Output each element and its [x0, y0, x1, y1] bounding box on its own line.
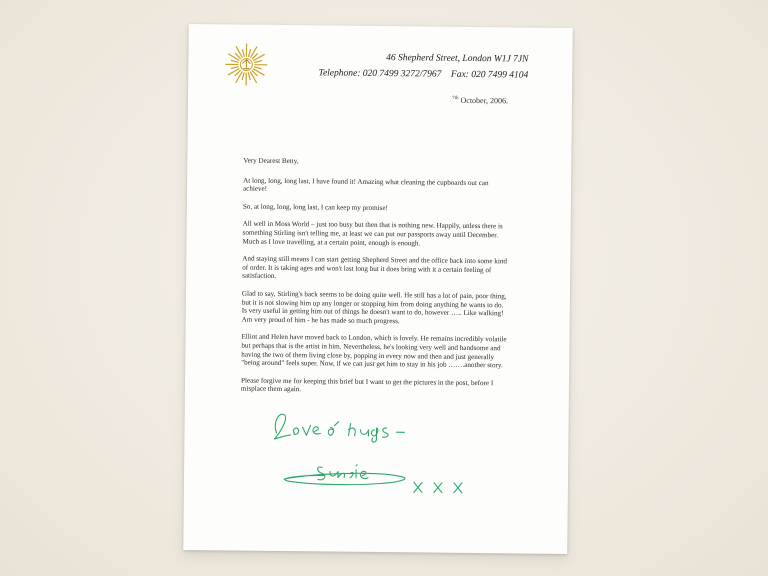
logo-ray [242, 49, 244, 57]
date-rest: October, 2006. [458, 95, 509, 106]
paragraph: Elliot and Helen have moved back to London, which is lovely. He remains incredibly volatile but perhaps that is the artist in him. Nevertheless, he's looking very well and handsome and having the two of them living close by, popping in every now and then and just generally "being around" feels super. Now, if we can just get him to stay in his job …….another story. [241, 332, 507, 370]
logo-ray [254, 61, 262, 63]
paragraph: Glad to say, Stirling's back seems to be doing quite well. He still has a lot of pain, poor thing, but it is not slowing him up any longer or stopping him from doing anything he wants to do. Is very useful in getting him out of things he doesn't want to do, however ….. Like walking! Am very proud of him - he has made so much progress. [241, 289, 507, 325]
logo-ray [231, 67, 239, 69]
letter-date [452, 96, 508, 106]
logo-ray [250, 72, 257, 83]
handwritten-signature [264, 405, 485, 499]
logo-ray [236, 71, 243, 82]
logo-ray [228, 68, 239, 75]
paragraph: And staying still means I can start getting Shepherd Street and the office back into some kind of order. It is taking ages and won't last long but it does bring with it a certain feeling of satisfaction. [242, 254, 507, 281]
letterhead-telephone: Telephone: 020 7499 3272/7967 [318, 68, 442, 80]
logo-ray [253, 69, 264, 76]
letterhead-contacts [288, 65, 528, 84]
letterhead-address: 46 Shepherd Street, London W1J 7JN [386, 53, 529, 65]
paragraph: So, at long, long, long last, I can keep my promise! [242, 202, 388, 212]
logo-ray [254, 67, 262, 69]
paragraph: All well in Moss World – just too busy but then that is nothing new. Happily, unless there is something Stirling isn't telling me, at least we can put our passports away until December. Much as I love travelling, at a certain point, enough is enough. [242, 219, 503, 248]
salutation: Very Dearest Betty, [243, 156, 299, 166]
logo-ray [253, 54, 264, 61]
letter-body [241, 157, 510, 406]
logo-ray [250, 46, 257, 57]
logo-ray [242, 72, 244, 80]
letter-page [183, 24, 572, 554]
logo-ray [228, 54, 239, 61]
logo-ray [248, 49, 250, 57]
paragraph: At long, long, long last, I have found it! Amazing what cleaning the cupboards out can achieve! [243, 176, 489, 194]
logo-ray [236, 46, 243, 57]
date-day: 7th [452, 96, 459, 102]
logo-ray [248, 72, 250, 80]
sunburst-logo-icon [224, 42, 268, 86]
letterhead [288, 49, 528, 84]
logo-ray [231, 60, 239, 62]
letterhead-fax: Fax: 020 7499 4104 [450, 69, 529, 81]
paragraph: Please forgive me for keeping this brief but I want to get the pictures in the post, before I misplace them again. [240, 376, 494, 394]
